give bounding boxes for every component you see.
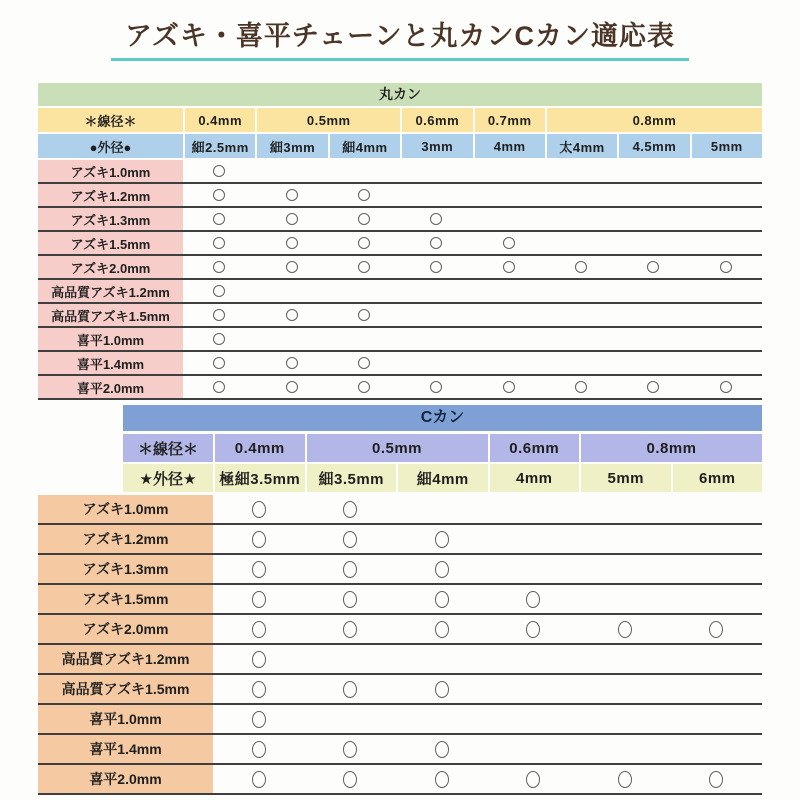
marukan-outer-diameter-value: 4mm [473,134,545,158]
compatible-circle-icon [358,189,370,201]
compatibility-cell [579,675,671,703]
compatibility-cell [255,256,327,278]
compatible-circle-icon [358,357,370,369]
marukan-table-row [38,352,762,376]
compatibility-cell [473,184,545,206]
page-title: アズキ・喜平チェーンと丸カンCカン適応表 [111,14,689,61]
ckan-table-row [38,705,762,735]
row-label: アズキ1.3mm [38,208,183,230]
compatibility-cell [400,328,472,350]
row-label: 喜平1.0mm [38,328,183,350]
compatibility-cell [328,352,400,374]
marukan-outer-diameter-value: 4.5mm [617,134,689,158]
compatible-circle-icon [575,261,587,273]
compatibility-cell [400,184,472,206]
compatibility-cell [488,585,580,613]
compatibility-cell [690,184,762,206]
compatible-circle-icon [213,261,225,273]
marukan-table-row [38,208,762,232]
compatible-circle-icon [430,381,442,393]
compatibility-cell [255,328,327,350]
compatibility-cell [473,208,545,230]
compatible-circle-icon [286,237,298,249]
compatible-circle-icon [435,561,449,578]
compatibility-cell [671,555,763,583]
compatibility-cell [328,184,400,206]
compatibility-cell [183,232,255,254]
compatibility-cell [213,765,305,793]
compatibility-cell [617,280,689,302]
compatibility-cell [396,705,488,733]
compatibility-cell [183,160,255,182]
compatibility-cell [328,280,400,302]
ckan-line-diameter-header-row [123,434,762,462]
marukan-line-diameter-value: 0.8mm [545,108,762,132]
ckan-table-row [38,615,762,645]
compatibility-cell [488,765,580,793]
compatible-circle-icon [526,771,540,788]
compatibility-cell [488,735,580,763]
compatible-circle-icon [343,681,357,698]
compatible-circle-icon [709,621,723,638]
compatibility-cell [396,645,488,673]
marukan-outer-diameter-cells [183,134,762,158]
compatible-circle-icon [503,261,515,273]
ckan-line-diameter-value: 0.5mm [305,434,488,462]
compatible-circle-icon [286,189,298,201]
compatible-circle-icon [435,681,449,698]
compatible-circle-icon [343,771,357,788]
compatibility-cell [183,304,255,326]
compatibility-cell [579,765,671,793]
compatibility-cell [671,495,763,523]
marukan-outer-diameter-value: 太4mm [545,134,617,158]
compatible-circle-icon [618,621,632,638]
compatible-circle-icon [213,285,225,297]
compatibility-cell [305,645,397,673]
ckan-table-row [38,525,762,555]
compatible-circle-icon [343,591,357,608]
compatible-circle-icon [213,213,225,225]
ckan-table-title: Cカン [123,405,762,431]
compatible-circle-icon [435,741,449,758]
compatibility-cell [617,232,689,254]
compatibility-cell [400,256,472,278]
compatibility-cell [255,376,327,398]
compatibility-cell [545,280,617,302]
compatibility-cell [488,705,580,733]
compatibility-cell [255,304,327,326]
row-label: 喜平1.4mm [38,735,213,763]
row-label: アズキ2.0mm [38,615,213,643]
compatibility-cell [213,735,305,763]
compatibility-cell [213,585,305,613]
row-label: 高品質アズキ1.2mm [38,280,183,302]
compatibility-cell [255,232,327,254]
compatibility-cell [579,735,671,763]
compatibility-cell [400,232,472,254]
compatible-circle-icon [430,237,442,249]
compatible-circle-icon [213,189,225,201]
marukan-table-row [38,328,762,352]
ckan-outer-diameter-header-row [123,464,762,492]
compatibility-cell [579,705,671,733]
compatibility-cell [671,645,763,673]
marukan-table-row [38,280,762,304]
page-header [0,14,800,61]
ckan-line-diameter-cells [213,434,762,462]
compatibility-cell [213,645,305,673]
compatibility-cell [690,160,762,182]
compatible-circle-icon [343,501,357,518]
compatibility-cell [183,208,255,230]
compatible-circle-icon [435,771,449,788]
compatibility-cell [396,585,488,613]
marukan-line-diameter-header-row [38,108,762,132]
ckan-table-row [38,735,762,765]
compatible-circle-icon [720,381,732,393]
marukan-outer-diameter-value: 細4mm [328,134,400,158]
compatibility-cell [328,232,400,254]
compatibility-cell [328,376,400,398]
compatible-circle-icon [435,591,449,608]
compatible-circle-icon [213,165,225,177]
ckan-outer-diameter-value: 4mm [488,464,580,492]
compatibility-cell [617,328,689,350]
compatibility-cell [579,495,671,523]
row-label: アズキ1.2mm [38,184,183,206]
compatibility-cell [690,376,762,398]
compatibility-cell [617,256,689,278]
compatibility-cell [473,328,545,350]
ckan-table-row [38,495,762,525]
compatibility-cell [328,328,400,350]
compatibility-cell [396,615,488,643]
compatibility-cell [255,184,327,206]
compatibility-cell [213,675,305,703]
compatibility-cell [488,675,580,703]
compatibility-cell [617,160,689,182]
marukan-line-diameter-value: 0.6mm [400,108,472,132]
ckan-outer-diameter-label: ★外径★ [123,464,213,492]
compatible-circle-icon [213,381,225,393]
ckan-outer-diameter-value: 6mm [671,464,763,492]
compatible-circle-icon [647,381,659,393]
compatible-circle-icon [286,261,298,273]
compatibility-cell [617,184,689,206]
compatibility-cell [396,765,488,793]
compatibility-cell [400,280,472,302]
compatibility-cell [255,280,327,302]
compatibility-cell [213,495,305,523]
ckan-table-body [38,495,762,795]
compatibility-cell [213,555,305,583]
compatible-circle-icon [647,261,659,273]
ckan-line-diameter-label: ＊線径＊ [123,434,213,462]
compatibility-cell [473,304,545,326]
compatibility-cell [255,352,327,374]
compatible-circle-icon [286,357,298,369]
marukan-table [38,83,762,400]
marukan-outer-diameter-value: 細2.5mm [183,134,255,158]
compatibility-cell [328,208,400,230]
compatibility-cell [671,615,763,643]
compatibility-cell [690,232,762,254]
compatibility-cell [488,615,580,643]
compatibility-cell [255,160,327,182]
compatible-circle-icon [213,357,225,369]
ckan-table-row [38,765,762,795]
compatibility-cell [671,705,763,733]
ckan-table [38,405,762,795]
compatibility-cell [183,376,255,398]
compatibility-cell [671,585,763,613]
compatibility-cell [183,328,255,350]
compatibility-cell [396,525,488,553]
compatible-circle-icon [526,591,540,608]
compatible-circle-icon [252,561,266,578]
ckan-line-diameter-value: 0.4mm [213,434,305,462]
marukan-line-diameter-value: 0.7mm [473,108,545,132]
compatibility-cell [617,304,689,326]
row-label: アズキ1.5mm [38,585,213,613]
row-label: アズキ1.5mm [38,232,183,254]
compatible-circle-icon [252,681,266,698]
ckan-table-row [38,585,762,615]
marukan-table-row [38,256,762,280]
compatibility-cell [400,304,472,326]
marukan-table-row [38,376,762,400]
compatibility-cell [579,555,671,583]
row-label: 高品質アズキ1.5mm [38,675,213,703]
compatibility-cell [488,555,580,583]
compatible-circle-icon [252,531,266,548]
compatibility-cell [183,184,255,206]
marukan-table-row [38,160,762,184]
compatibility-cell [545,160,617,182]
compatibility-cell [579,645,671,673]
compatible-circle-icon [343,531,357,548]
compatibility-cell [255,208,327,230]
ckan-table-row [38,555,762,585]
compatibility-cell [473,232,545,254]
row-label: 喜平1.0mm [38,705,213,733]
compatibility-cell [690,280,762,302]
compatibility-cell [690,304,762,326]
ckan-table-row [38,675,762,705]
compatibility-cell [305,765,397,793]
marukan-outer-diameter-value: 細3mm [255,134,327,158]
compatibility-cell [617,208,689,230]
marukan-table-row [38,304,762,328]
ckan-line-diameter-value: 0.6mm [488,434,580,462]
compatible-circle-icon [252,771,266,788]
marukan-outer-diameter-value: 5mm [690,134,762,158]
compatibility-cell [473,256,545,278]
ckan-line-diameter-value: 0.8mm [579,434,762,462]
compatibility-cell [473,280,545,302]
compatible-circle-icon [435,531,449,548]
compatible-circle-icon [358,261,370,273]
compatible-circle-icon [358,309,370,321]
marukan-table-title: 丸カン [38,83,762,106]
compatible-circle-icon [213,333,225,345]
compatibility-cell [690,256,762,278]
compatible-circle-icon [358,237,370,249]
compatibility-cell [400,208,472,230]
compatible-circle-icon [343,561,357,578]
compatibility-cell [328,256,400,278]
compatible-circle-icon [213,237,225,249]
row-label: アズキ1.0mm [38,160,183,182]
compatibility-cell [545,304,617,326]
compatible-circle-icon [252,741,266,758]
marukan-table-body [38,160,762,400]
marukan-outer-diameter-header-row [38,134,762,158]
compatibility-cell [545,256,617,278]
compatibility-cell [305,735,397,763]
row-label: アズキ1.0mm [38,495,213,523]
compatibility-cell [579,585,671,613]
compatibility-cell [617,352,689,374]
compatible-circle-icon [286,309,298,321]
row-label: アズキ1.2mm [38,525,213,553]
compatibility-cell [545,328,617,350]
marukan-table-row [38,184,762,208]
compatible-circle-icon [343,621,357,638]
compatibility-cell [400,376,472,398]
compatibility-cell [305,585,397,613]
compatibility-cell [488,495,580,523]
marukan-line-diameter-value: 0.5mm [255,108,400,132]
compatibility-cell [690,208,762,230]
compatible-circle-icon [343,741,357,758]
compatibility-cell [473,376,545,398]
row-label: 高品質アズキ1.5mm [38,304,183,326]
compatible-circle-icon [358,381,370,393]
compatibility-cell [579,615,671,643]
row-label: 喜平2.0mm [38,376,183,398]
compatible-circle-icon [252,621,266,638]
compatibility-cell [400,160,472,182]
compatibility-cell [396,735,488,763]
compatible-circle-icon [430,261,442,273]
row-label: アズキ1.3mm [38,555,213,583]
compatibility-cell [400,352,472,374]
compatible-circle-icon [618,771,632,788]
compatibility-cell [473,160,545,182]
compatibility-cell [545,208,617,230]
compatible-circle-icon [435,621,449,638]
compatibility-cell [305,495,397,523]
compatibility-cell [396,555,488,583]
compatible-circle-icon [720,261,732,273]
compatibility-cell [328,160,400,182]
compatibility-cell [579,525,671,553]
ckan-outer-diameter-value: 5mm [579,464,671,492]
compatible-circle-icon [286,213,298,225]
compatibility-cell [545,352,617,374]
compatible-circle-icon [252,651,266,668]
compatible-circle-icon [358,213,370,225]
compatibility-cell [328,304,400,326]
compatibility-cell [183,280,255,302]
compatible-circle-icon [709,771,723,788]
compatibility-cell [305,675,397,703]
compatibility-cell [213,525,305,553]
ckan-outer-diameter-value: 細3.5mm [305,464,397,492]
compatibility-cell [671,675,763,703]
compatibility-cell [488,525,580,553]
row-label: 喜平2.0mm [38,765,213,793]
compatible-circle-icon [503,237,515,249]
compatibility-cell [473,352,545,374]
compatibility-cell [671,525,763,553]
ckan-outer-diameter-value: 極細3.5mm [213,464,305,492]
compatible-circle-icon [252,501,266,518]
compatible-circle-icon [213,309,225,321]
ckan-outer-diameter-value: 細4mm [396,464,488,492]
row-label: 高品質アズキ1.2mm [38,645,213,673]
marukan-line-diameter-value: 0.4mm [183,108,255,132]
compatible-circle-icon [430,213,442,225]
marukan-outer-diameter-value: 3mm [400,134,472,158]
marukan-outer-diameter-label: ●外径● [38,134,183,158]
compatibility-cell [396,495,488,523]
compatible-circle-icon [503,381,515,393]
compatibility-cell [305,615,397,643]
compatible-circle-icon [575,381,587,393]
compatible-circle-icon [252,711,266,728]
compatible-circle-icon [526,621,540,638]
compatible-circle-icon [252,591,266,608]
compatibility-cell [690,352,762,374]
row-label: アズキ2.0mm [38,256,183,278]
compatibility-cell [545,184,617,206]
marukan-line-diameter-label: ＊線径＊ [38,108,183,132]
compatibility-cell [183,352,255,374]
compatibility-cell [305,555,397,583]
compatibility-cell [213,705,305,733]
ckan-table-row [38,645,762,675]
compatibility-cell [488,645,580,673]
marukan-line-diameter-cells [183,108,762,132]
marukan-table-row [38,232,762,256]
compatibility-cell [183,256,255,278]
row-label: 喜平1.4mm [38,352,183,374]
compatibility-cell [305,525,397,553]
compatibility-cell [617,376,689,398]
compatibility-cell [305,705,397,733]
compatibility-cell [396,675,488,703]
ckan-outer-diameter-cells [213,464,762,492]
compatibility-cell [213,615,305,643]
compatibility-cell [545,232,617,254]
compatibility-cell [671,735,763,763]
compatibility-cell [671,765,763,793]
compatibility-cell [690,328,762,350]
compatibility-cell [545,376,617,398]
compatible-circle-icon [286,381,298,393]
